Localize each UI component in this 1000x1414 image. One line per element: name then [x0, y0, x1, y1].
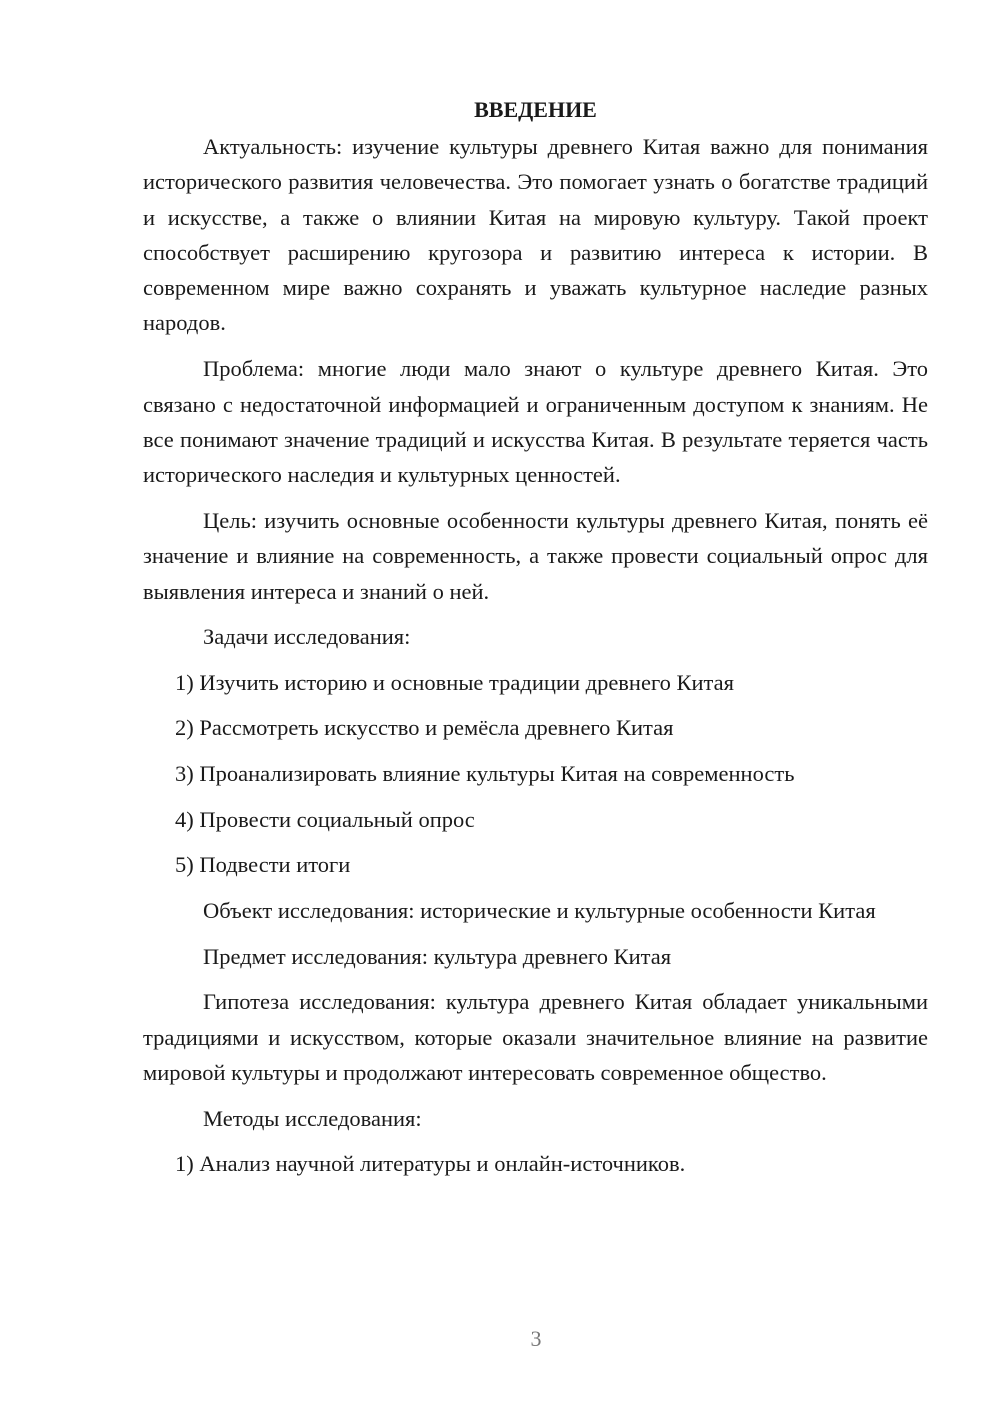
document-page	[143, 92, 928, 1181]
task-item: 3) Проанализировать влияние культуры Китая на современность	[175, 760, 795, 786]
subject-paragraph: Предмет исследования: культура древнего Китая	[203, 943, 672, 969]
method-item: 1) Анализ научной литературы и онлайн-источников.	[175, 1151, 686, 1177]
page-title: ВВЕДЕНИЕ	[474, 97, 597, 122]
tasks-title: Задачи исследования:	[203, 624, 411, 650]
task-item: 1) Изучить историю и основные традиции древнего Китая	[175, 669, 734, 695]
page-number: 3	[530, 1326, 542, 1351]
object-paragraph: Объект исследования: исторические и культурные особенности Китая	[203, 897, 876, 923]
hypothesis-paragraph: Гипотеза исследования: культура древнего Китая обладает уникальными традициями и искусством, которые оказали значительное влияние на развитие мировой культуры и продолжают интересовать современное общество.	[143, 989, 928, 1085]
relevance-paragraph: Актуальность: изучение культуры древнего Китая важно для понимания исторического развития человечества. Это помогает узнать о богатстве традиций и искусстве, а также о влиянии Китая на мировую культуру. Такой проект способствует расширению кругозора и развитию интереса к истории. В современном мире важно сохранять и уважать культурное наследие разных народов.	[143, 134, 928, 336]
task-item: 4) Провести социальный опрос	[175, 806, 475, 832]
task-item: 2) Рассмотреть искусство и ремёсла древнего Китая	[175, 715, 674, 741]
problem-paragraph: Проблема: многие люди мало знают о культуре древнего Китая. Это связано с недостаточной информацией и ограниченным доступом к знаниям. Не все понимают значение традиций и искусства Китая. В результате теряется часть исторического наследия и культурных ценностей.	[143, 356, 928, 488]
task-item: 5) Подвести итоги	[175, 852, 351, 878]
goal-paragraph: Цель: изучить основные особенности культуры древнего Китая, понять её значение и влияние на современность, а также провести социальный опрос для выявления интереса и знаний о ней.	[143, 507, 928, 604]
methods-title: Методы исследования:	[203, 1105, 422, 1131]
